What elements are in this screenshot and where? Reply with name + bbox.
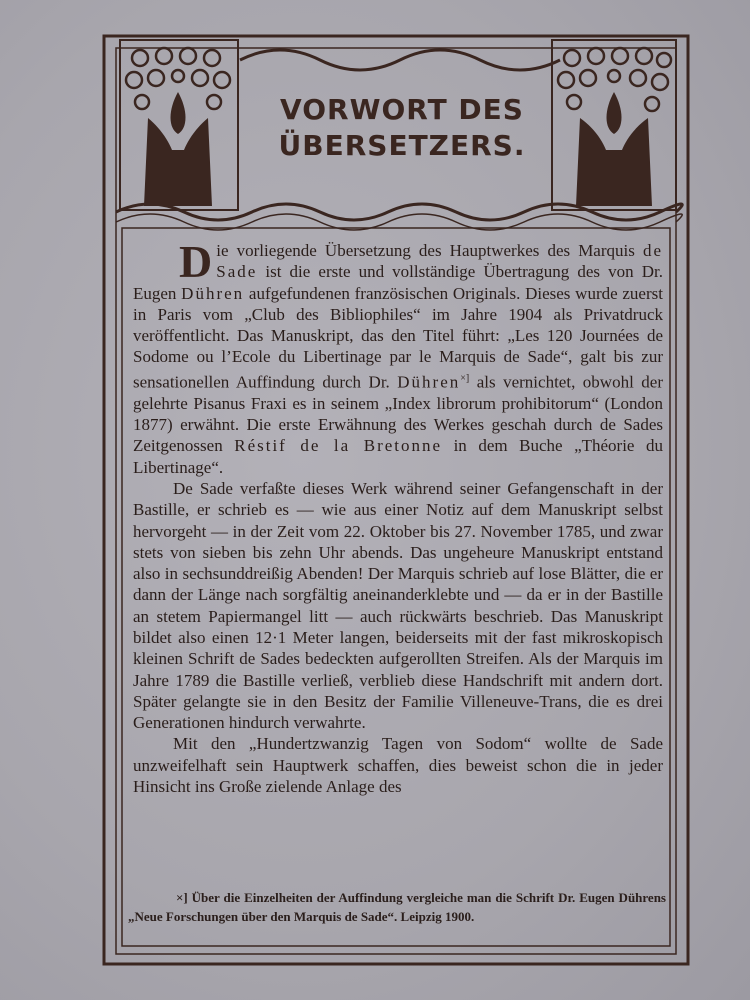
footnote-text: ×] Über die Einzelheiten der Auffindung vergleiche man die Schrift Dr. Eugen Dührens „Neue Forschungen über den Marquis de Sade“. Leipzig 1900. [128, 890, 666, 924]
paragraph-3: Mit den „Hundertzwanzig Tagen von Sodom“ wollte de Sade unzweifelhaft sein Hauptwerk schaffen, dies beweist schon die in jeder Hinsicht ins Große zielende Anlage des [133, 734, 663, 797]
drop-cap: D [179, 236, 213, 287]
p1-name-duehren: Dühren [181, 283, 245, 303]
footnote [128, 888, 666, 926]
p1-name-restif: Réstif de la Bretonne [234, 436, 443, 456]
p1-name-de-sade: de Sade [216, 241, 663, 282]
paragraph-2: De Sade verfaßte dieses Werk während seiner Gefangenschaft in der Bastille, er schrieb es — wie aus einer Notiz auf dem Manuskript selbst hervorgeht — in der Zeit vom 22. Oktober bis 27. November 1785, und zwar stets von sieben bis zehn Uhr abends. Das ungeheure Manuskript entstand also in sechsunddreißig Abenden! Der Marquis schrieb auf lose Blätter, die er dann der Länge nach sorgfältig aneinanderklebte und — da er in der Bastille an stetem Papiermangel litt — auch rückwärts beschrieb. Das Manuskript bildet also einen 12·1 Meter langen, beiderseits mit der fast mikroskopisch kleinen Schrift de Sades bedeckten aufgerollten Streifen. Als der Marquis im Jahre 1789 die Bastille verließ, verblieb diese Handschrift mit andern dort. Später gelangte sie in den Besitz der Familie Villeneuve-Trans, die es drei Generationen hindurch verwahrte. [133, 478, 663, 733]
p1-name-duehren-2: Dühren [397, 372, 461, 392]
body-text [133, 236, 663, 797]
paragraph-1 [133, 236, 663, 478]
p1-part-e: in dem Buche „Théorie du Libertinage“. [133, 436, 663, 477]
p1-part-c: aufgefundenen französischen Originals. Dieses wurde zuerst in Paris vom „Club des Bibliophiles“ im Jahre 1904 als Privatdruck veröffentlicht. Das Manuskript, das den Titel führt: „Les 120 Journées de Sodome ou l’Ecole du Libertinage par le Marquis de Sade“, galt bis zur sensationellen Auffindung durch Dr. [133, 283, 663, 392]
left-ornament [120, 40, 238, 210]
right-ornament [552, 40, 676, 210]
title-line-2: ÜBERSETZERS. [278, 129, 526, 162]
wavy-top-line [240, 50, 560, 70]
page-title [262, 92, 542, 164]
footnote-mark: ×] [460, 372, 470, 384]
p1-part-b: ist die erste und vollständige Übertragung des von Dr. Eugen [133, 262, 663, 303]
p1-part-d: als vernichtet, obwohl der gelehrte Pisanus Fraxi es in seinem „Index librorum prohibitorum“ (London 1877) erwähnt. Die erste Erwähnung des Werkes geschah durch de Sades Zeitgenossen [133, 372, 663, 456]
title-line-1: VORWORT DES [280, 93, 524, 126]
p1-part-a: ie vorliegende Übersetzung des Hauptwerkes des Marquis [216, 241, 643, 260]
